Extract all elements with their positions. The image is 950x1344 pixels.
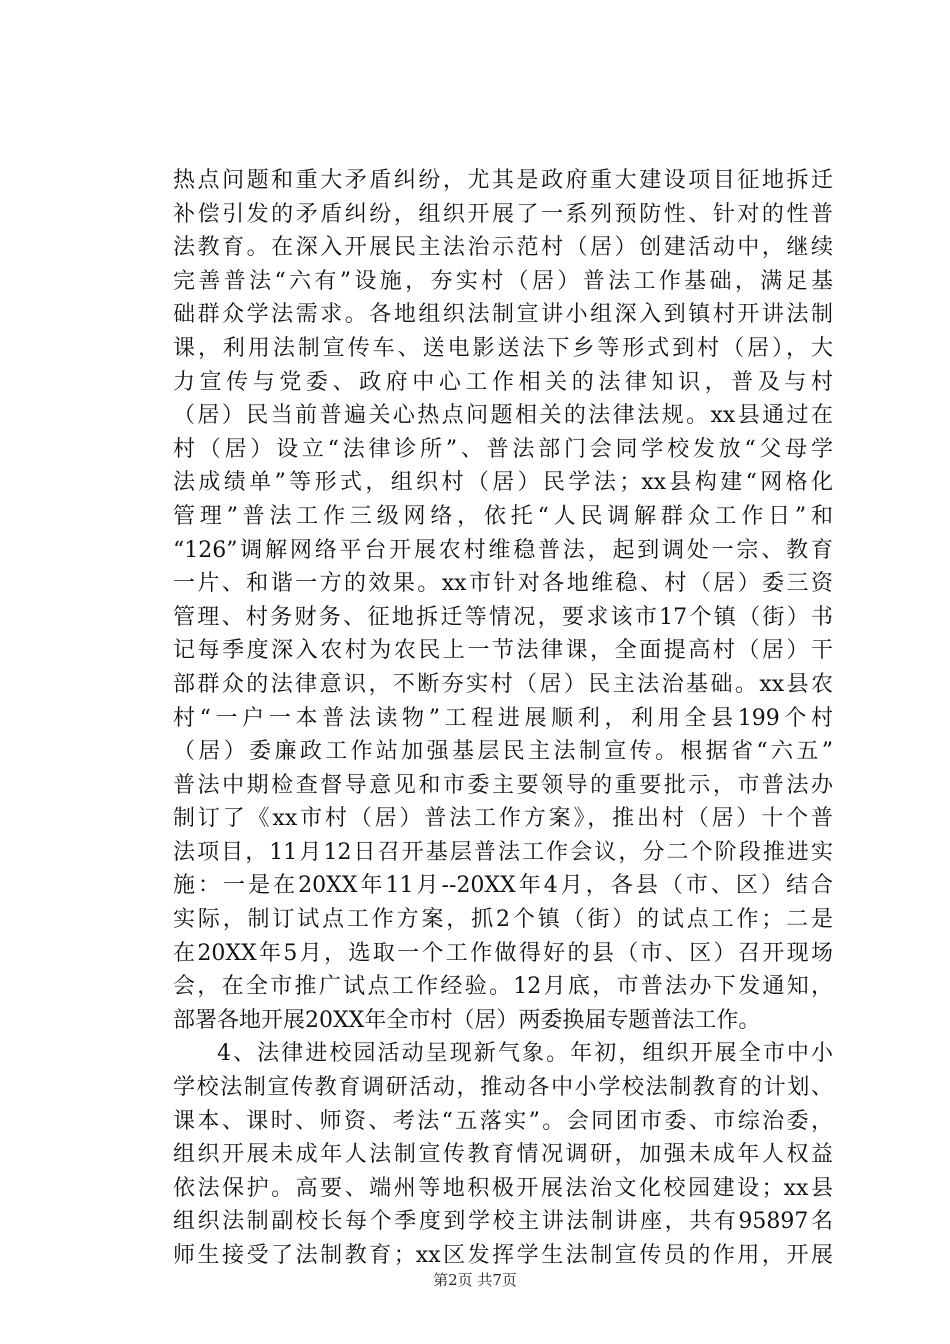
- paragraph-end-line: 部署各地开展20XX年全市村（居）两委换届专题普法工作。: [173, 1007, 761, 1033]
- text-line: 管理”普法工作三级网络，依托“人民调解群众工作日”和: [173, 503, 833, 529]
- text-line: （居）民当前普遍关心热点问题相关的法律法规。xx县通过在: [173, 403, 833, 429]
- text-line: 础群众学法需求。各地组织法制宣讲小组深入到镇村开讲法制: [173, 302, 833, 328]
- text-line: 课本、课时、师资、考法“五落实”。会同团市委、市综治委，: [173, 1108, 833, 1134]
- text-line: 会，在全市推广试点工作经验。12月底，市普法办下发通知，: [173, 974, 833, 1000]
- text-line: 制订了《xx市村（居）普法工作方案》，推出村（居）十个普: [173, 806, 833, 832]
- body-text: [173, 164, 833, 1273]
- text-line: 师生接受了法制教育；xx区发挥学生法制宣传员的作用，开展: [173, 1243, 833, 1268]
- text-line: 实际，制订试点工作方案，抓2个镇（街）的试点工作；二是: [173, 907, 833, 933]
- text-line: 村（居）设立“法律诊所”、普法部门会同学校发放“父母学: [173, 436, 833, 462]
- text-line: 依法保护。高要、端州等地积极开展法治文化校园建设；xx县: [173, 1175, 833, 1201]
- text-line: （居）委廉政工作站加强基层民主法制宣传。根据省“六五”: [173, 739, 833, 765]
- text-line: 力宣传与党委、政府中心工作相关的法律知识，普及与村: [173, 369, 833, 395]
- text-line: 施：一是在20XX年11月--20XX年4月，各县（市、区）结合: [173, 873, 833, 899]
- text-line: 课，利用法制宣传车、送电影送法下乡等形式到村（居），大: [173, 335, 833, 361]
- text-line: 完善普法“六有”设施，夯实村（居）普法工作基础，满足基: [173, 268, 833, 294]
- paragraph-start-line: 4、法律进校园活动呈现新气象。年初，组织开展全市中小: [217, 1041, 833, 1067]
- text-line: 组织开展未成年人法制宣传教育情况调研，加强未成年人权益: [173, 1142, 833, 1168]
- text-line: 一片、和谐一方的效果。xx市针对各地维稳、村（居）委三资: [173, 571, 833, 597]
- text-line: 部群众的法律意识，不断夯实村（居）民主法治基础。xx县农: [173, 671, 833, 697]
- text-line: 补偿引发的矛盾纠纷，组织开展了一系列预防性、针对的性普: [173, 201, 833, 227]
- text-line: 组织法制副校长每个季度到学校主讲法制讲座，共有95897名: [173, 1209, 833, 1235]
- text-line: 法成绩单”等形式，组织村（居）民学法；xx县构建“网格化: [173, 470, 833, 496]
- text-line: 村“一户一本普法读物”工程进展顺利，利用全县199个村: [173, 705, 833, 731]
- text-line: 在20XX年5月，选取一个工作做得好的县（市、区）召开现场: [173, 940, 833, 966]
- text-line: “126”调解网络平台开展农村维稳普法，起到调处一宗、教育: [173, 537, 833, 563]
- text-line: 法教育。在深入开展民主法治示范村（居）创建活动中，继续: [173, 235, 833, 261]
- text-line: 普法中期检查督导意见和市委主要领导的重要批示，市普法办: [173, 772, 833, 798]
- text-line: 管理、村务财务、征地拆迁等情况，要求该市17个镇（街）书: [173, 604, 833, 630]
- page-number-footer: 第2页 共7页: [433, 1271, 517, 1289]
- text-line: 学校法制宣传教育调研活动，推动各中小学校法制教育的计划、: [173, 1075, 833, 1101]
- text-line: 法项目，11月12日召开基层普法工作会议，分二个阶段推进实: [173, 839, 833, 865]
- text-line: 热点问题和重大矛盾纠纷，尤其是政府重大建设项目征地拆迁: [173, 168, 833, 193]
- text-line: 记每季度深入农村为农民上一节法律课，全面提高村（居）干: [173, 638, 833, 664]
